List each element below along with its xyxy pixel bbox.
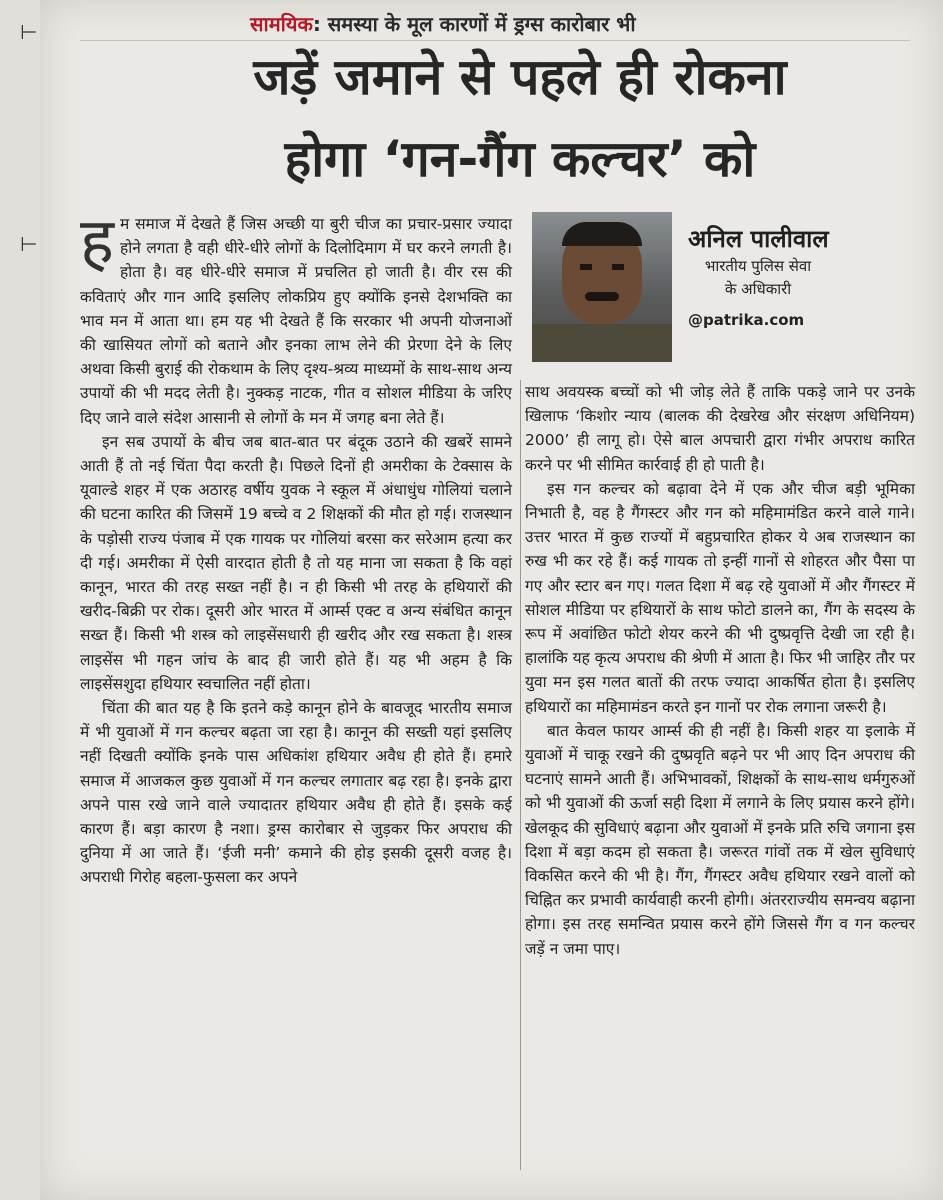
article-paragraph: बात केवल फायर आर्म्स की ही नहीं है। किसी शहर या इलाके में युवाओं में चाकू रखने की दुष्प्रवृति बढ़ने पर भी आए दिन अपराध की घटनाएं सामने आती हैं। अभिभावकों, शिक्षकों के साथ-साथ धर्मगुरुओं को भी युवाओं की ऊर्जा सही दिशा में लगाने के लिए प्रयास करने होंगे। खेलकूद की सुविधाएं बढ़ाना और युवाओं में इनके प्रति रुचि जगाना इस दिशा में बड़ा कदम हो सकता है। जरूरत गांवों तक में खेल सुविधाएं विकसित करने की भी है। गैंग, गैंगस्टर अवैध हथियार रखने वालों को चिह्नित कर प्रभावी कार्यवाही करनी होगी। अंतरराज्यीय समन्वय बढ़ाना होगा। इस तरह समन्वित प्रयास करने होंगे जिससे गैंग व गन कल्चर जड़ें न जमा पाए। xyxy=(525,721,915,958)
kicker xyxy=(250,10,636,37)
dropcap: ह xyxy=(80,205,114,279)
headline-line-2: होगा ‘गन-गैंग कल्चर’ को xyxy=(284,130,756,188)
crop-mark: ⊢ xyxy=(20,232,38,256)
author-designation: के अधिकारी xyxy=(724,280,792,298)
kicker-text: समस्या के मूल कारणों में ड्रग्स कारोबार भी xyxy=(327,12,636,36)
crop-mark: ⊢ xyxy=(20,20,38,44)
author-box xyxy=(688,222,888,329)
kicker-colon: : xyxy=(312,12,328,36)
photo-eyes xyxy=(580,264,624,270)
paragraph-text: म समाज में देखते हैं जिस अच्छी या बुरी चीज का प्रचार-प्रसार ज्यादा होने लगता है वही धीरे-धीरे लोगों के दिलोदिमाग में घर करने लगती है। होता है। वह धीरे-धीरे समाज में प्रचलित हो जाती है। वीर रस की कविताएं और गान आदि इसलिए लोकप्रिय हुए क्योंकि इनसे देशभक्ति का भाव मन में आता था। हम यह भी देखते हैं कि सरकार भी अपनी योजनाओं की खासियत लोगों को बताने और इनका लाभ लेने की प्रेरणा देने के लिए अथवा किसी बुराई की रोकथाम के लिए दृश्य-श्रव्य माध्यमों के साथ-साथ अन्य उपायों की भी मदद लेती है। नुक्कड़ नाटक, गीत व सोशल मीडिया के जरिए दिए जाने वाले संदेश आसानी से लोगों के मन में जगह बना लेते हैं। xyxy=(80,215,512,427)
article-paragraph: इन सब उपायों के बीच जब बात-बात पर बंदूक उठाने की खबरें सामने आती हैं तो नई चिंता पैदा करती है। पिछले दिनों ही अमरीका के टेक्सास के यूवाल्डे शहर में एक अठारह वर्षीय युवक ने स्कूल में अंधाधुंध गोलियां चलाने की घटना कारित की जिसमें 19 बच्चे व 2 शिक्षकों की मौत हो गई। राजस्थान के पड़ोसी राज्य पंजाब में एक गायक पर गोलियां बरसा कर सरेआम हत्या कर दी गई। अमरीका में ऐसी वारदात होती है तो यह माना जा सकता है कि वहां कानून, भारत की तरह सख्त नहीं है। न ही किसी भी तरह के हथियारों की खरीद-बिक्री पर रोक। दूसरी ओर भारत में आर्म्स एक्ट व अन्य संबंधित कानून सख्त हैं। किसी भी शस्त्र को लाइसेंसधारी ही खरीद और रख सकता है। शस्त्र लाइसेंस भी गहन जांच के बाद ही जारी होते हैं। यह भी अहम है कि लाइसेंसशुदा हथियार स्वचालित नहीं होता। xyxy=(80,432,512,693)
article-left-column xyxy=(80,205,512,890)
headline-line-1: जड़ें जमाने से पहले ही रोकना xyxy=(253,48,787,106)
article-paragraph: चिंता की बात यह है कि इतने कड़े कानून होने के बावजूद भारतीय समाज में भी युवाओं में गन कल्चर बढ़ता जा रहा है। कानून की सख्ती यहां इसलिए नहीं दिखती क्योंकि इनके पास अधिकांश हथियार अवैध ही होते हैं। हमारे समाज में आजकल कुछ युवाओं में गन कल्चर लगातार बढ़ रहा है। इनके द्वारा अपने पास रखे जाने वाले ज्यादातर हथियार अवैध ही होते हैं। इसके कई कारण हैं। बड़ा कारण है नशा। ड्रग्स कारोबार से जुड़कर फिर अपराध की दुनिया में आ जाते हैं। ‘ईजी मनी’ कमाने की होड़ इसकी दूसरी वजह है। अपराधी गिरोह बहला-फुसला कर अपने xyxy=(80,699,512,887)
column-divider xyxy=(520,380,521,1170)
photo-uniform xyxy=(532,324,672,362)
author-handle: @patrika.com xyxy=(688,311,805,329)
photo-hair xyxy=(562,222,642,246)
author-name: अनिल पालीवाल xyxy=(688,225,829,253)
article-paragraph: साथ अवयस्क बच्चों को भी जोड़ लेते हैं ताकि पकड़े जाने पर उनके खिलाफ ‘किशोर न्याय (बालक की देखरेख और संरक्षण अधिनियम) 2000’ ही लागू हो। ऐसे बाल अपचारी द्वारा गंभीर अपराध कारित करने पर भी सीमित कार्रवाई ही हो पाती है। xyxy=(525,383,915,474)
page-margin xyxy=(0,0,40,1200)
top-rule xyxy=(80,40,910,41)
article-right-column xyxy=(525,380,915,961)
author-designation: भारतीय पुलिस सेवा xyxy=(704,257,812,275)
article-paragraph xyxy=(80,205,512,430)
kicker-tag: सामयिक xyxy=(250,12,313,36)
author-photo xyxy=(532,212,672,362)
photo-moustache xyxy=(585,292,619,301)
article-paragraph: इस गन कल्चर को बढ़ावा देने में एक और चीज बड़ी भूमिका निभाती है, वह है गैंगस्टर और गन को महिमामंडित करने वाले गाने। उत्तर भारत में कुछ राज्यों में बहुप्रचारित होकर ये अब राजस्थान का रुख भी कर रहे हैं। कई गायक तो इन्हीं गानों से शोहरत और पैसा पा गए और स्टार बन गए। गलत दिशा में बढ़ रहे युवाओं में और गैंगस्टर में सोशल मीडिया पर हथियारों के साथ फोटो डालने का, गैंग के सदस्य के रूप में अवांछित फोटो शेयर करने की भी दुष्प्रवृत्ति देखी जा रही है। हालांकि यह कृत्य अपराध की श्रेणी में आता है। फिर भी जाहिर तौर पर युवा मन इस गलत बातों की तरफ ज्यादा आकर्षित होता है। इसलिए हथियारों का महिमामंडन करते इन गानों पर रोक लगाना जरूरी है। xyxy=(525,479,915,716)
